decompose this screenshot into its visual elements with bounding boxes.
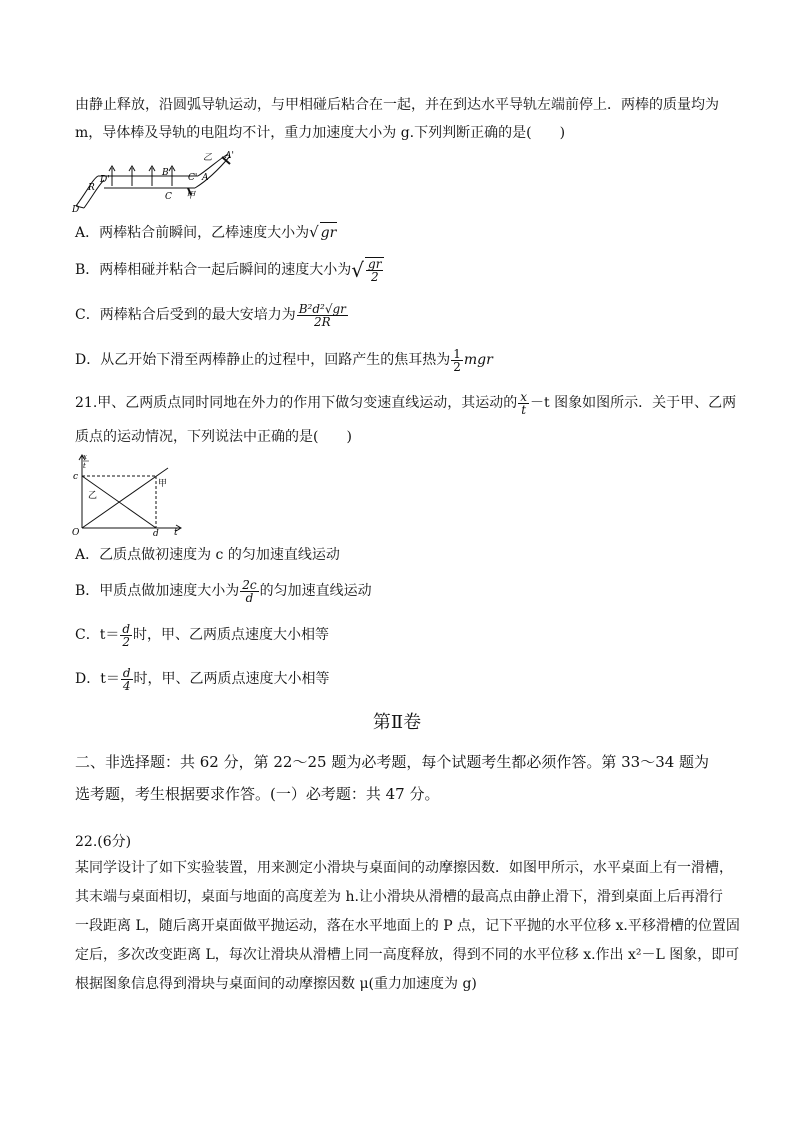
d-label: d (153, 529, 159, 536)
frac-den: 2 (370, 270, 379, 284)
q21-option-c (75, 620, 329, 650)
q21-option-d-post: 时，甲、乙两质点速度大小相等 (133, 671, 330, 687)
label-jia: 甲 (186, 191, 196, 201)
part2-intro-line2: 选考题，考生根据要求作答。(一）必考题：共 47 分。 (75, 785, 440, 803)
q20-option-b-text: B．两棒相碰并粘合一起后瞬间的速度大小为 (75, 262, 352, 278)
frac-den: 2 (122, 634, 130, 649)
q21-stem-line1 (75, 388, 736, 418)
frac-num: gr (368, 257, 382, 271)
q22-line-2: 其末端与桌面相切，桌面与地面的高度差为 h.让小滑块从滑槽的最高点由静止滑下，滑到桌面上后再滑行 (75, 889, 723, 905)
yi-label: 乙 (88, 491, 98, 501)
q22-line-4: 定后，多次改变距离 L，每次让滑块从滑槽上同一高度释放，得到不同的水平位移 x.作出 x²－L 图象，即可 (75, 947, 740, 963)
q22-line-5: 根据图象信息得到滑块与桌面间的动摩擦因数 μ(重力加速度为 g) (75, 976, 477, 992)
q20-option-c-frac (297, 303, 348, 328)
q20-option-d-tail: mgr (463, 352, 493, 368)
q21-option-c-pre: C．t＝ (75, 627, 120, 643)
q20-option-a-math: gr (320, 222, 338, 243)
label-D: D (72, 205, 80, 214)
label-B: B (162, 168, 169, 178)
q20-option-a-text: A．两棒粘合前瞬间，乙棒速度大小为 (75, 225, 310, 241)
q20-stem-line2: m，导体棒及导轨的电阻均不计，重力加速度大小为 g.下列判断正确的是( ) (75, 125, 566, 141)
q20-option-d (75, 345, 493, 375)
frac-num: 2c (242, 577, 257, 592)
origin-label: O (72, 528, 80, 536)
frac-num: d (122, 621, 131, 636)
y-label-den: t (83, 462, 86, 470)
q20-option-a: A．两棒粘合前瞬间，乙棒速度大小为√ gr (75, 223, 337, 241)
q21-stem-post: －t 图象如图所示．关于甲、乙两 (530, 395, 737, 411)
q21-option-a: A．乙质点做初速度为 c 的匀加速直线运动 (75, 547, 340, 563)
q21-option-b-frac (240, 579, 258, 604)
q21-option-d (75, 664, 330, 694)
label-R: R (88, 183, 95, 193)
label-A-prime: A' (225, 151, 234, 161)
frac-den: 2 (453, 359, 461, 374)
q21-stem-pre: 21.甲、乙两质点同时同地在外力的作用下做匀变速直线运动，其运动的 (75, 395, 518, 411)
q20-option-c (75, 300, 349, 330)
label-C: C (165, 192, 172, 202)
label-C-prime: C' (188, 173, 198, 183)
y-label-num: x (83, 453, 87, 461)
q21-option-c-post: 时，甲、乙两质点速度大小相等 (133, 627, 330, 643)
frac-num: x (520, 389, 528, 404)
frac-den: 4 (122, 678, 131, 693)
x-label: t (174, 528, 178, 536)
q20-stem-line1: 由静止释放，沿圆弧导轨运动，与甲相碰后粘合在一起，并在到达水平导轨左端前停上．两棒的质量均为 (75, 97, 719, 113)
q21-option-c-frac (120, 623, 132, 648)
q22-title: 22.(6分) (75, 834, 132, 850)
q20-option-b: B．两棒相碰并粘合一起后瞬间的速度大小为√ $\frac{gr}{2}$ (75, 256, 385, 284)
frac-den: t (521, 402, 527, 417)
frac-den: 2R (313, 314, 331, 329)
frac-num: 1 (453, 346, 461, 361)
c-label: c (73, 472, 79, 482)
q21-graph (68, 452, 188, 536)
q20-option-d-text: D．从乙开始下滑至两棒静止的过程中，回路产生的焦耳热为 (75, 352, 451, 368)
q20-rail-figure (70, 150, 250, 214)
q21-option-b (75, 576, 372, 606)
q22-line-1: 某同学设计了如下实验装置，用来测定小滑块与桌面间的动摩擦因数．如图甲所示，水平桌面上有一滑槽， (75, 860, 733, 876)
q20-option-b-frac (365, 257, 384, 283)
frac-num: B²d²√gr (298, 301, 346, 316)
jia-label: 甲 (158, 479, 168, 489)
frac-den: d (245, 590, 254, 605)
part2-intro-line1: 二、非选择题：共 62 分，第 22～25 题为必考题，每个试题考生都必须作答。第 33～34 题为 (75, 753, 710, 771)
label-A: A (202, 173, 209, 183)
part2-heading: 第Ⅱ卷 (372, 712, 422, 733)
label-yi: 乙 (203, 153, 213, 163)
q21-option-d-frac (121, 667, 133, 692)
label-D-prime: D' (100, 175, 110, 185)
q22-line-3: 一段距离 L，随后离开桌面做平抛运动，落在水平地面上的 P 点，记下平抛的水平位移 x.平移滑槽的位置固 (75, 918, 740, 934)
q20-option-c-text: C．两棒粘合后受到的最大安培力为 (75, 307, 296, 323)
q20-option-d-frac (451, 348, 463, 373)
q21-option-b-pre: B．甲质点做加速度大小为 (75, 583, 240, 599)
frac-num: d (122, 665, 131, 680)
q21-option-b-post: 的匀加速直线运动 (259, 583, 372, 599)
q21-stem-frac (518, 391, 529, 416)
q21-stem-line2: 质点的运动情况，下列说法中正确的是( ) (75, 429, 352, 445)
q21-option-d-pre: D．t＝ (75, 671, 120, 687)
